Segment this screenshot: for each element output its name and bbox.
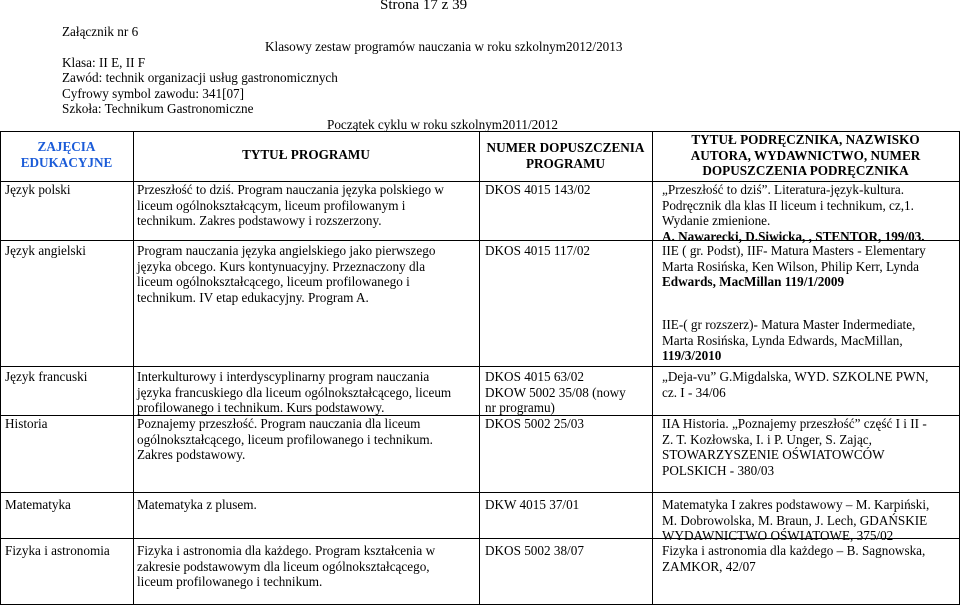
header-approval: NUMER DOPUSZCZENIA PROGRAMU [486,140,645,171]
header-program: TYTUŁ PROGRAMU [242,147,370,162]
textbook-cell: IIE ( gr. Podst), IIF- Matura Masters - Elementary Marta Rosińska, Ken Wilson, Philip Kerr, Lynda Edwards, MacMillan 119/1/2009 [662,243,926,289]
subject-cell: Fizyka i astronomia [5,543,110,558]
subject-cell: Historia [5,416,48,431]
program-cell: Matematyka z plusem. [137,497,257,512]
subject-cell: Język angielski [5,243,86,258]
subject-cell: Język polski [5,182,71,197]
textbook-cell: „Deja-vu” G.Migdalska, WYD. SZKOLNE PWN, cz. I - 34/06 [662,369,929,400]
program-cell: Program nauczania języka angielskiego jako pierwszego języka obcego. Kurs kontynuacyjny. Przeznaczony dla liceum ogólnokształcącego, liceum profilowanego i technikum. IV etap edukacyjny. Program A. [137,243,436,305]
approval-cell: DKOS 5002 25/03 [485,416,584,431]
school-label: Szkoła: Technikum Gastronomiczne [62,101,254,116]
program-cell: Interkulturowy i interdyscyplinarny program nauczania języka francuskiego dla liceum ogólnokształcącego, liceum profilowanego i technikum. Kurs podstawowy. [137,369,452,415]
approval-cell: DKOS 4015 63/02 DKOW 5002 35/08 (nowy nr programu) [485,369,626,415]
code-label: Cyfrowy symbol zawodu: 341[07] [62,86,245,101]
subject-cell: Matematyka [5,497,71,512]
header-subject: ZAJĘCIA EDUKACYJNE [20,139,113,170]
set-title: Klasowy zestaw programów nauczania w roku szkolnym2012/2013 [265,39,623,54]
textbook-cell: Matematyka I zakres podstawowy – M. Karpiński, M. Dobrowolska, M. Braun, J. Lech, GDAŃSKIE WYDAWNICTWO OŚWIATOWE, 375/02 [662,497,930,543]
profession-label: Zawód: technik organizacji usług gastronomicznych [62,70,338,85]
approval-cell: DKOS 4015 117/02 [485,243,591,258]
program-cell: Przeszłość to dziś. Program nauczania języka polskiego w liceum ogólnokształcącym, liceum profilowanym i technikum. Zakres podstawowy i rozszerzony. [137,182,444,228]
class-label: Klasa: II E, II F [62,55,146,70]
approval-cell: DKOS 5002 38/07 [485,543,584,558]
textbook-cell: Fizyka i astronomia dla każdego – B. Sagnowska, ZAMKOR, 42/07 [662,543,926,574]
program-cell: Poznajemy przeszłość. Program nauczania dla liceum ogólnokształcącego, liceum profilowanego i technikum. Zakres podstawowy. [137,416,433,462]
page-number: Strona 17 z 39 [380,0,468,13]
header-textbook: TYTUŁ PODRĘCZNIKA, NAZWISKO AUTORA, WYDAWNICTWO, NUMER DOPUSZCZENIA PODRĘCZNIKA [690,132,921,178]
textbook-cell-extended: IIE-( gr rozszerz)- Matura Master Indermediate, Marta Rosińska, Lynda Edwards, MacMillan, 119/3/2010 [662,317,916,363]
cycle-start: Początek cyklu w roku szkolnym2011/2012 [327,117,558,132]
approval-cell: DKW 4015 37/01 [485,497,580,512]
attachment-label: Załącznik nr 6 [62,24,139,39]
program-cell: Fizyka i astronomia dla każdego. Program kształcenia w zakresie podstawowym dla liceum ogólnokształcącego, liceum profilowanego i technikum. [137,543,436,589]
textbook-cell: „Przeszłość to dziś”. Literatura-język-kultura. Podręcznik dla klas II liceum i technikum, cz,1. Wydanie zmienione. A. Nawarecki, D.Siwicka, , STENTOR, 199/03. [662,182,925,244]
subject-cell: Język francuski [5,369,88,384]
approval-cell: DKOS 4015 143/02 [485,182,591,197]
textbook-cell: IIA Historia. „Poznajemy przeszłość” część I i II - Z. T. Kozłowska, I. i P. Unger, S. Zając, STOWARZYSZENIE OŚWIATOWCÓW POLSKICH - 380/03 [662,416,927,478]
